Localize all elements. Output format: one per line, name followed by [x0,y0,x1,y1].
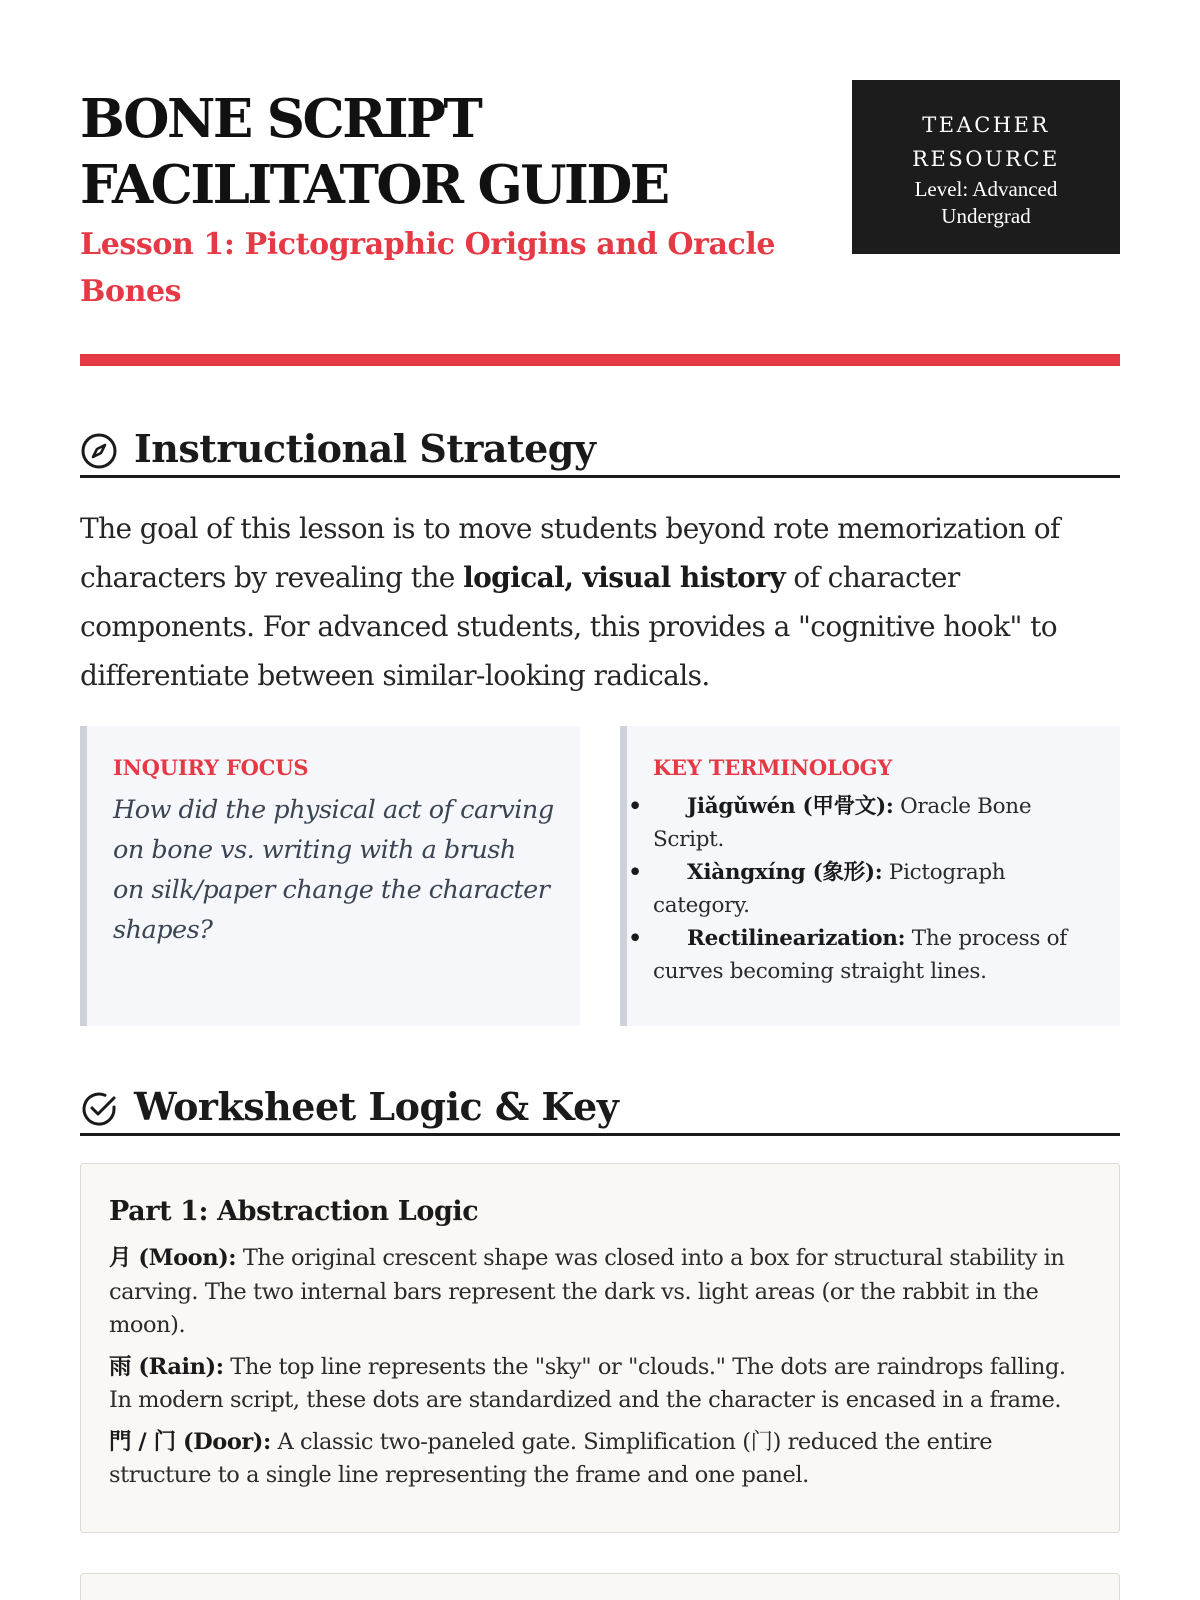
strategy-section-heading [80,428,1120,478]
guide-header [80,80,1120,370]
term-name: Jiǎgǔwén (甲骨文): [687,794,894,819]
answer-key-entry [109,1242,1091,1343]
terminology-list [653,790,1094,988]
badge-level-line-2: Undergrad [941,204,1031,228]
term-name: Xiàngxíng (象形): [687,860,883,885]
badge-level-line-1: Level: Advanced [914,177,1058,201]
term-definition: Pictograph category. [653,860,1006,918]
entry-explanation: The original crescent shape was closed into a box for structural stability in carving. The two internal bars represent the dark vs. light areas (or the rabbit in the moon). [109,1245,1065,1338]
terminology-item [653,922,1094,988]
inquiry-focus-callout [80,726,580,1026]
term-name: Rectilinearization: [687,926,906,951]
lesson-subtitle: Lesson 1: Pictographic Origins and Oracle Bones [80,227,776,309]
terminology-item [653,856,1094,922]
worksheet-heading: Worksheet Logic & Key [134,1084,619,1129]
title-line-1: BONE SCRIPT [80,88,481,150]
badge-kicker-line-1: TEACHER [922,113,1050,137]
part1-title: Part 1: Abstraction Logic [109,1196,479,1227]
intro-text-start: The goal of this lesson is to move students beyond rote memorization of characters by revealing the [80,512,1060,594]
terminology-item [653,790,1094,856]
intro-text-end: of character components. For advanced students, this provides a "cognitive hook" to differentiate between similar-looking radicals. [80,561,1058,692]
teacher-resource-badge [852,80,1120,254]
compass-icon [80,432,118,470]
intro-bold-phrase: logical, visual history [463,561,786,594]
strategy-heading: Instructional Strategy [134,426,596,471]
facilitator-guide-page [80,0,1120,1600]
strategy-intro [80,504,1120,700]
term-definition: Oracle Bone Script. [653,794,1032,852]
inquiry-focus-label: INQUIRY FOCUS [113,755,309,780]
title-line-2: FACILITATOR GUIDE [80,154,668,216]
key-terminology-label: KEY TERMINOLOGY [653,755,893,780]
abstraction-logic-card [80,1163,1120,1533]
entry-term: 月 (Moon): [109,1245,237,1271]
key-terminology-callout [620,726,1120,1026]
header-divider [80,354,1120,366]
term-definition: The process of curves becoming straight lines. [653,926,1067,984]
badge-kicker-line-2: RESOURCE [912,147,1060,171]
entry-term: 門 / 门 (Door): [109,1428,271,1455]
next-section-card [80,1573,1120,1600]
entry-explanation: The top line represents the "sky" or "clouds." The dots are raindrops falling. In modern script, these dots are standardized and the character is encased in a frame. [109,1353,1066,1413]
page-title [80,86,820,218]
worksheet-section-heading [80,1086,1120,1136]
answer-key-entry [109,1426,1091,1493]
answer-key-entry [109,1351,1091,1418]
check-circle-icon [80,1090,118,1128]
entry-term: 雨 (Rain): [109,1353,224,1380]
inquiry-question: How did the physical act of carving on bone vs. writing with a brush on silk/paper change the character shapes? [113,795,554,945]
entry-explanation: A classic two-paneled gate. Simplification (门) reduced the entire structure to a single line representing the frame and one panel. [109,1428,993,1488]
